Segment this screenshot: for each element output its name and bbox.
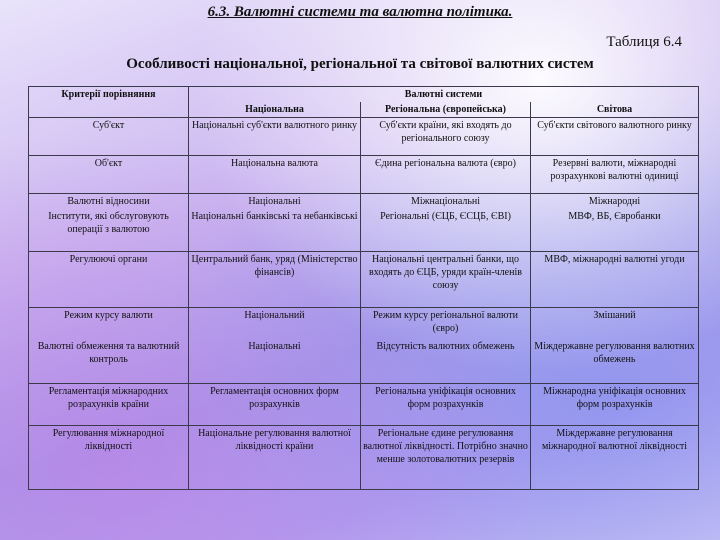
world-cell: Суб'єкти світового валютного ринку [531,118,699,156]
world-cell: Змішаний [531,307,699,339]
world-cell: МВФ, ВБ, Євробанки [531,209,699,251]
world-cell: МВФ, міжнародні валютні угоди [531,251,699,307]
table-row [29,118,699,156]
criterion-cell: Валютні відносини [29,194,189,210]
world-cell: Міжнародні [531,194,699,210]
table-row [29,425,699,489]
header-systems: Валютні системи [189,87,699,103]
table-row [29,307,699,339]
table-row [29,194,699,210]
national-cell: Регламентація основних форм розрахунків [189,383,361,425]
criterion-cell: Валютні обмеження та валютний контроль [29,339,189,383]
national-cell: Національний [189,307,361,339]
criterion-cell: Регулюючі органи [29,251,189,307]
world-cell: Міждержавне регулювання валютних обмежень [531,339,699,383]
table-row [29,209,699,251]
table-label: Таблиця 6.4 [606,34,682,50]
regional-cell: Відсутність валютних обмежень [361,339,531,383]
regional-cell: Міжнаціональні [361,194,531,210]
regional-cell: Суб'єкти країни, які входять до регіонального союзу [361,118,531,156]
header-criteria: Критерії порівняння [29,87,189,118]
criterion-cell: Суб'єкт [29,118,189,156]
world-cell: Міжнародна уніфікація основних форм розрахунків [531,383,699,425]
world-cell: Міждержавне регулювання міжнародної валютної ліквідності [531,425,699,489]
national-cell: Національні суб'єкти валютного ринку [189,118,361,156]
regional-cell: Єдина регіональна валюта (євро) [361,156,531,194]
header-world: Світова [531,102,699,118]
table-row [29,383,699,425]
national-cell: Національні [189,194,361,210]
header-national: Національна [189,102,361,118]
world-cell: Резервні валюти, міжнародні розрахункові валютні одиниці [531,156,699,194]
regional-cell: Режим курсу регіональної валюти (євро) [361,307,531,339]
national-cell: Національне регулювання валютної ліквідності країни [189,425,361,489]
criterion-cell: Регулювання міжнародної ліквідності [29,425,189,489]
criterion-cell: Об'єкт [29,156,189,194]
national-cell: Національні банківські та небанківські [189,209,361,251]
table-row [29,251,699,307]
criterion-cell: Режим курсу валюти [29,307,189,339]
national-cell: Національна валюта [189,156,361,194]
criterion-cell: Регламентація міжнародних розрахунків країни [29,383,189,425]
comparison-table [28,86,699,490]
regional-cell: Регіональне єдине регулювання валютної ліквідності. Потрібно значно менше золотовалютних резервів [361,425,531,489]
national-cell: Національні [189,339,361,383]
header-regional: Регіональна (європейська) [361,102,531,118]
regional-cell: Регіональна уніфікація основних форм розрахунків [361,383,531,425]
national-cell: Центральний банк, уряд (Міністерство фінансів) [189,251,361,307]
regional-cell: Регіональні (ЄЦБ, ЄСЦБ, ЄВІ) [361,209,531,251]
table-row [29,339,699,383]
regional-cell: Національні центральні банки, що входять до ЄЦБ, уряди країн-членів союзу [361,251,531,307]
table-header-row [29,87,699,103]
criterion-cell: Інститути, які обслуговують операції з валютою [29,209,189,251]
table-title: Особливості національної, регіональної та світової валютних систем [126,56,594,72]
table-row [29,156,699,194]
section-title: 6.3. Валютні системи та валютна політика. [207,4,513,20]
